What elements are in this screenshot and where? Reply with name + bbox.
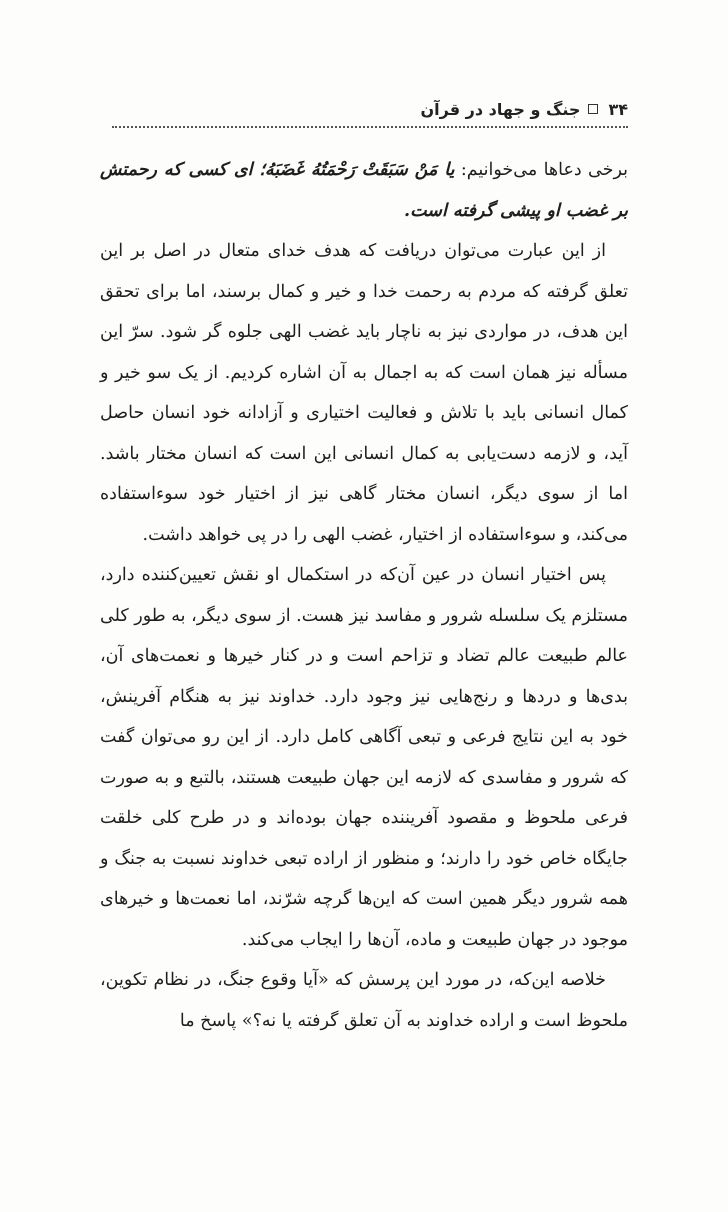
running-header [100, 94, 628, 124]
paragraph-2: از این عبارت می‌توان دریافت که هدف خدای متعال در اصل بر این تعلق گرفته که مردم به رحمت خدا و خیر و کمال برسند، اما برای تحقق این هدف، در مواردی نیز به ناچار باید غضب الهی جلوه گر شود. سرّ این مسأله نیز همان است که به اجمال به آن اشاره کردیم. از یک سو خیر و کمال انسانی باید با تلاش و فعالیت اختیاری و آزادانه خود انسان حاصل آید، و لازمه دست‌یابی به کمال انسانی این است که انسان مختار باشد. اما از سوی دیگر، انسان مختار گاهی نیز از اختیار خود سوءاستفاده می‌کند، و سوءاستفاده از اختیار، غضب الهی را در پی خواهد داشت. [100, 241, 628, 545]
square-bullet-icon [588, 104, 598, 114]
book-title: جنگ و جهاد در قرآن [420, 99, 581, 119]
header-dotted-divider [112, 126, 628, 128]
prayer-quote: یا مَنْ سَبَقَتْ رَحْمَتُهُ غَضَبَهُ؛ ای کسی که رحمتش بر غضب او پیشی گرفته است. [100, 160, 628, 221]
paragraph-1 [100, 150, 628, 231]
page-number: ۳۴ [608, 99, 628, 119]
paragraph-1-lead: برخی دعاها می‌خوانیم: [454, 160, 628, 180]
paragraph-3: پس اختیار انسان در عین آن‌که در استکمال او نقش تعیین‌کننده دارد، مستلزم یک سلسله شرور و مفاسد نیز هست. از سوی دیگر، به طور کلی عالم طبیعت عالم تضاد و تزاحم است و در کنار خیرها و نعمت‌های آن، بدی‌ها و دردها و رنج‌هایی نیز وجود دارد. خداوند نیز به هنگام آفرینش، خود به این نتایج فرعی و تبعی آگاهی کامل دارد. از این رو می‌توان گفت که شرور و مفاسدی که لازمه این جهان طبیعت هستند، بالتبع و به صورت فرعی ملحوظ و مقصود آفریننده جهان بوده‌اند و در طرح کلی خلقت جایگاه خاص خود را دارند؛ و منظور از اراده تبعی خداوند نسبت به جنگ و همه شرور دیگر همین است که این‌ها گرچه شرّند، اما نعمت‌ها و خیرهای موجود در جهان طبیعت و ماده، آن‌ها را ایجاب می‌کند. [100, 565, 628, 950]
body-text [100, 150, 628, 1041]
paragraph-4: خلاصه این‌که، در مورد این پرسش که «آیا وقوع جنگ، در نظام تکوین، ملحوظ است و اراده خداوند به آن تعلق گرفته یا نه؟» پاسخ ما [100, 970, 628, 1031]
